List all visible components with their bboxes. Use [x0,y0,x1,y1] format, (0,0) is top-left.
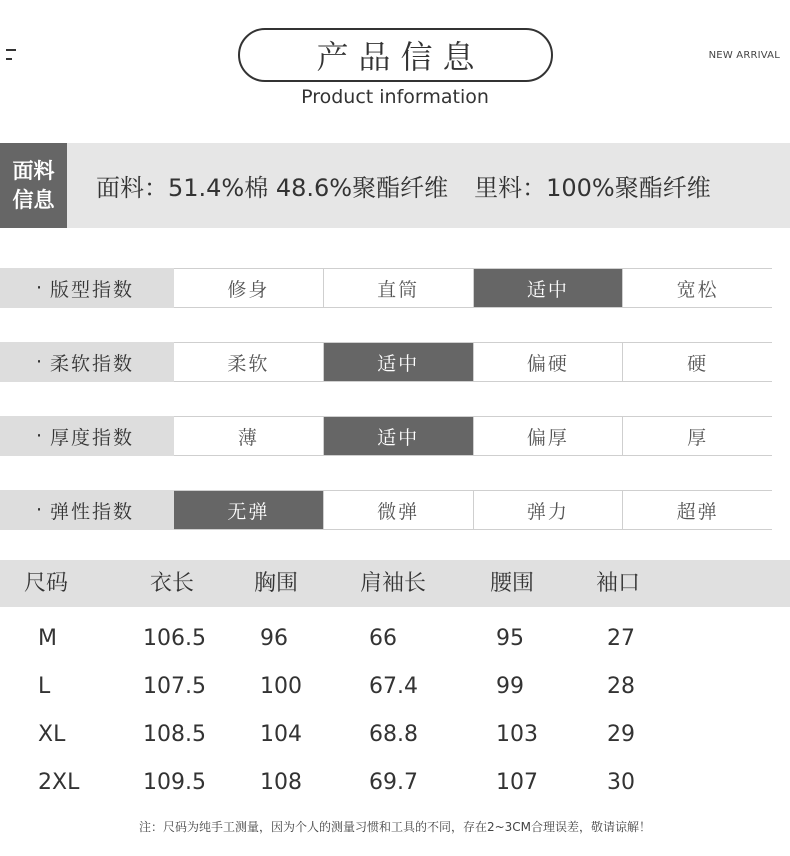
index-option: 超弹 [676,500,719,523]
size-value-cell: 96 [260,626,288,651]
fabric-lining: 里料：100%聚酯纤维 [474,174,711,202]
size-column-header: 尺码 [24,571,69,596]
title-pill [238,28,553,82]
size-column-header: 胸围 [254,571,299,596]
bullet-icon: · [36,351,45,373]
size-value-cell: 30 [607,770,635,795]
index-option: 弹力 [474,491,624,529]
index-option-selected: 适中 [474,269,624,307]
size-value-cell: 29 [607,722,635,747]
measurement-note: 注：尺码为纯手工测量，因为个人的测量习惯和工具的不同，存在2~3CM合理误差，敬请谅解！ [138,820,652,834]
index-option-selected: 适中 [324,343,474,381]
index-options [174,342,772,382]
index-options [174,268,772,308]
index-option: 直筒 [324,269,474,307]
size-label-cell: XL [38,722,66,747]
index-option: 微弹 [324,491,474,529]
size-value-cell: 103 [496,722,538,747]
bullet-icon: · [36,277,45,299]
size-value-cell: 109.5 [143,770,206,795]
size-column-header: 衣长 [150,571,195,596]
size-label-cell: M [38,626,57,651]
size-value-cell: 99 [496,674,524,699]
size-value-cell: 28 [607,674,635,699]
fabric-tag-line2: 信息 [12,187,55,212]
fabric-tag-line1: 面料 [12,158,55,183]
index-label [0,268,174,308]
index-row [0,268,772,308]
size-value-cell: 67.4 [369,674,418,699]
index-label-text: 柔软指数 [50,352,135,375]
index-option: 厚 [687,426,709,449]
index-option: 薄 [174,417,324,455]
page-subtitle: Product information [301,86,489,108]
index-row [0,416,772,456]
size-value-cell: 107 [496,770,538,795]
size-value-cell: 108.5 [143,722,206,747]
index-option: 硬 [687,352,709,375]
size-value-cell: 107.5 [143,674,206,699]
index-label [0,490,174,530]
fabric-info [96,143,711,228]
index-label [0,416,174,456]
size-value-cell: 100 [260,674,302,699]
size-value-cell: 66 [369,626,397,651]
fabric-tag [0,143,67,228]
index-option-selected: 适中 [324,417,474,455]
index-option: 偏硬 [474,343,624,381]
size-label-cell: 2XL [38,770,80,795]
index-label [0,342,174,382]
index-option: 修身 [174,269,324,307]
size-column-header: 肩袖长 [360,571,427,596]
new-arrival-tag: NEW ARRIVAL [708,50,780,61]
index-option: 柔软 [174,343,324,381]
fabric-outer: 面料：51.4%棉 48.6%聚酯纤维 [96,174,449,202]
size-value-cell: 27 [607,626,635,651]
size-value-cell: 69.7 [369,770,418,795]
bullet-icon: · [36,499,45,521]
size-label-cell: L [38,674,51,699]
index-row [0,342,772,382]
index-label-text: 厚度指数 [50,426,135,449]
index-label-text: 版型指数 [50,278,135,301]
menu-icon [6,45,16,65]
index-label-text: 弹性指数 [50,500,135,523]
index-option: 偏厚 [474,417,624,455]
index-options [174,416,772,456]
index-option-selected: 无弹 [174,491,324,529]
index-option: 宽松 [676,278,719,301]
size-value-cell: 106.5 [143,626,206,651]
size-value-cell: 108 [260,770,302,795]
size-value-cell: 95 [496,626,524,651]
size-column-header: 袖口 [596,571,641,596]
size-value-cell: 68.8 [369,722,418,747]
bullet-icon: · [36,425,45,447]
page-title: 产品信息 [316,38,485,76]
size-value-cell: 104 [260,722,302,747]
index-row [0,490,772,530]
index-options [174,490,772,530]
size-column-header: 腰围 [490,571,535,596]
